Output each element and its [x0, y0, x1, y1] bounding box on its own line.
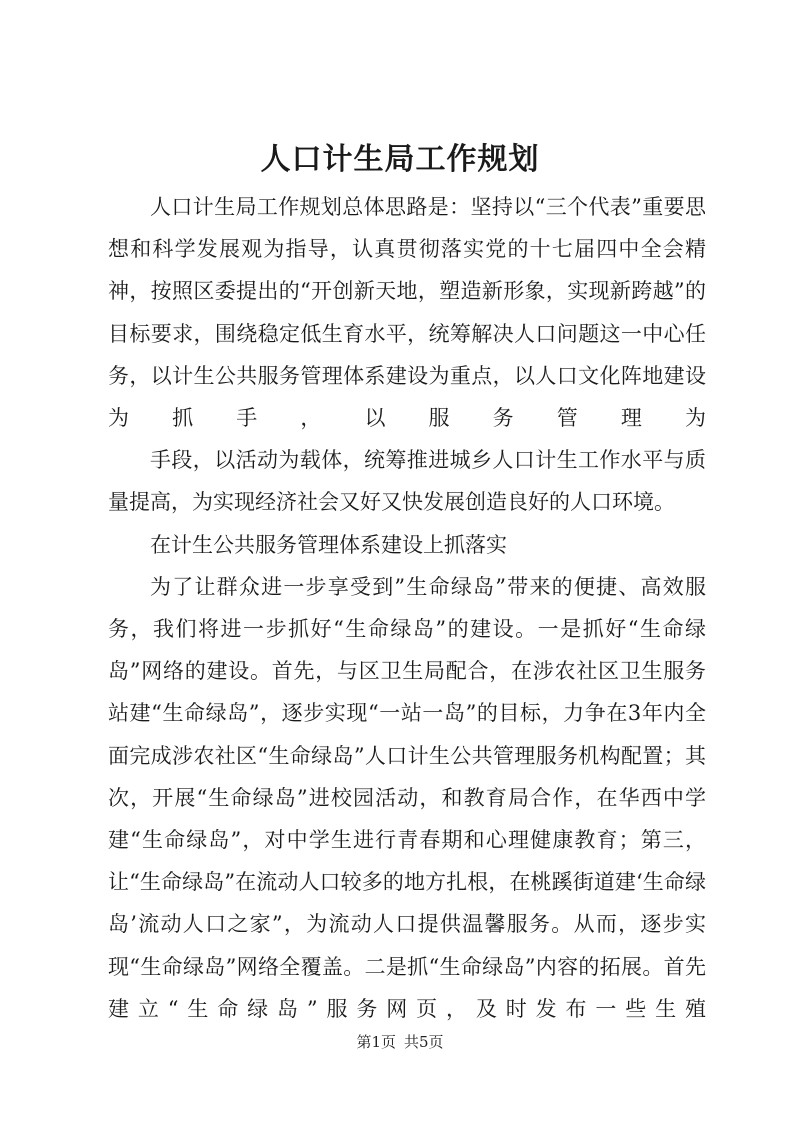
document-body	[108, 186, 706, 1030]
document-title: 人口计生局工作规划	[260, 142, 540, 177]
page-number: 第1页	[356, 1033, 396, 1051]
paragraph-overview: 人口计生局工作规划总体思路是：坚持以“三个代表”重要思想和科学发展观为指导，认真贯彻落实党的十七届四中全会精神，按照区委提出的“开创新天地，塑造新形象，实现新跨越”的目标要求，围绕稳定低生育水平，统筹解决人口问题这一中心任务，以计生公共服务管理体系建设为重点，以人口文化阵地建设为抓手，以服务管理为	[108, 195, 706, 431]
paragraph-overview-continued: 手段，以活动为载体，统筹推进城乡人口计生工作水平与质量提高，为实现经济社会又好又快发展创造良好的人口环境。	[108, 448, 706, 515]
paragraph-green-island: 为了让群众进一步享受到”生命绿岛”带来的便捷、高效服务，我们将进一步抓好“生命绿岛”的建设。一是抓好“生命绿岛”网络的建设。首先，与区卫生局配合，在涉农社区卫生服务站建“生命绿岛”，逐步实现“一站一岛”的目标，力争在3年内全面完成涉农社区“生命绿岛”人口计生公共管理服务机构配置；其次，开展“生命绿岛”进校园活动，和教育局合作，在华西中学建“生命绿岛”，对中学生进行青春期和心理健康教育；第三，让“生命绿岛”在流动人口较多的地方扎根，在桃蹊街道建‘生命绿岛’流动人口之家”，为流动人口提供温馨服务。从而，逐步实现“生命绿岛”网络全覆盖。二是抓“生命绿岛”内容的拓展。首先建立“生命绿岛”服务网页，及时发布一些生殖	[108, 574, 706, 1021]
section-heading: 在计生公共服务管理体系建设上抓落实	[150, 532, 507, 557]
page-footer	[0, 1032, 800, 1052]
page-total: 共5页	[404, 1033, 444, 1051]
